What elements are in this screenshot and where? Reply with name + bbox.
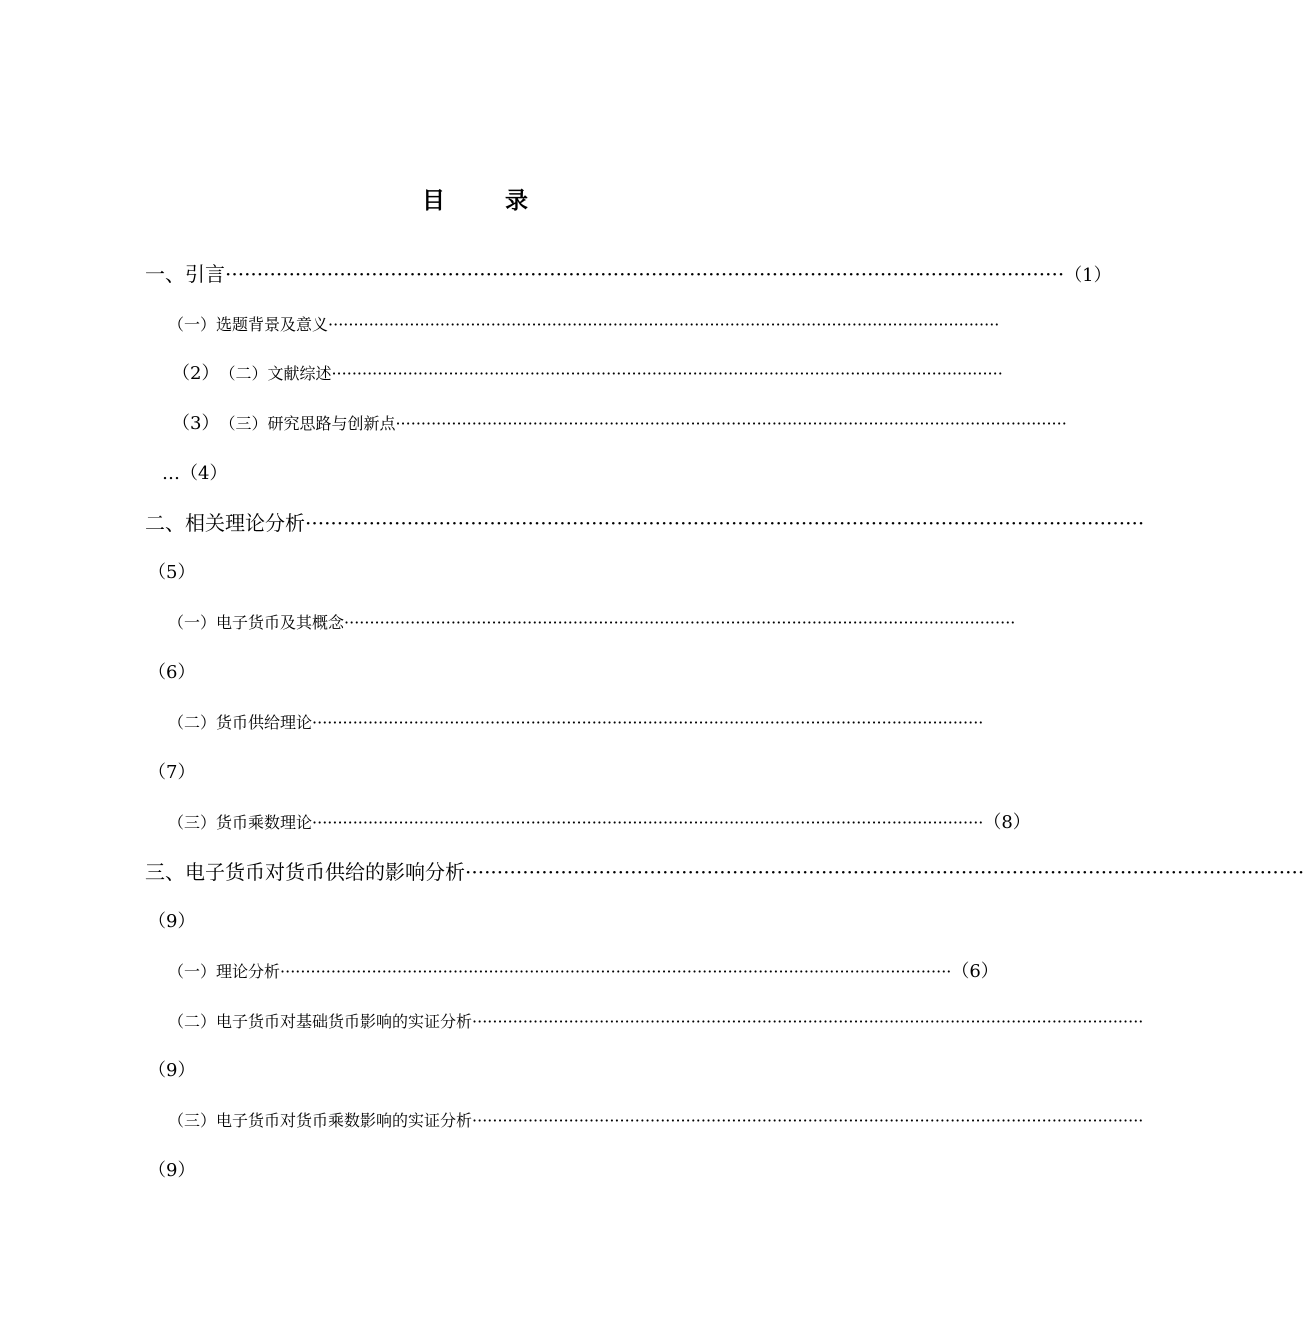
toc-entry-label: 二、相关理论分析 [145,511,305,535]
dot-leader: ···································································································································· [280,962,952,981]
dot-leader: ···································································································································· [312,713,984,732]
toc-entry-label: 一、引言 [145,262,225,286]
toc-page-number: …（4） [162,463,228,484]
dot-leader: ···································································································································· [312,813,984,832]
dot-leader: ···································································································································· [225,262,1065,286]
toc-page-number: （9） [148,1160,196,1181]
dot-leader: ···································································································································· [328,315,1000,334]
toc-entry-theoretical-analysis[interactable] [168,957,999,987]
toc-page-number: （7） [148,762,196,783]
toc-entry-label: 三、电子货币对货币供给的影响分析 [145,860,465,884]
toc-title: 目 录 [421,187,554,214]
toc-entry-money-supply-theory[interactable] [168,708,984,738]
toc-entry-e-money-concept[interactable] [168,608,1016,638]
toc-entry-literature[interactable] [172,359,1003,389]
dot-leader: ···································································································································· [395,414,1067,433]
toc-entry-label: （一）选题背景及意义 [168,315,329,334]
dot-leader: ···································································································································· [344,613,1016,632]
toc-entry-label: （二）电子货币对基础货币影响的实证分析 [168,1012,473,1031]
toc-page-number: （1） [1064,265,1112,286]
toc-entry-label: （三）货币乘数理论 [168,813,313,832]
toc-page-number: （6） [951,961,999,982]
toc-entry-label: （一）电子货币及其概念 [168,613,345,632]
toc-page-number: （8） [983,812,1031,833]
dot-leader: ···································································································································· [465,860,1304,884]
dot-leader: ···································································································································· [331,364,1003,383]
toc-page-number: （9） [148,911,196,932]
toc-entry-intro[interactable] [145,259,1112,289]
toc-entry-multiplier-empirical[interactable] [168,1106,1144,1136]
toc-entry-label: （二）文献综述 [219,364,332,383]
toc-entry-research-approach[interactable] [172,409,1067,439]
toc-page-number: （5） [148,562,196,583]
toc-entry-label: （三）电子货币对货币乘数影响的实证分析 [168,1111,473,1130]
toc-entry-multiplier-theory[interactable] [168,808,1031,838]
toc-page-number: （3） [172,413,220,434]
toc-entry-theory[interactable] [145,508,1145,538]
dot-leader: ···································································································································· [472,1012,1144,1031]
toc-page-number: （2） [172,363,220,384]
toc-entry-background[interactable] [168,310,1000,340]
toc-entry-label: （一）理论分析 [168,962,281,981]
toc-page-number: （6） [148,662,196,683]
toc-page-number: （9） [148,1060,196,1081]
toc-entry-base-money-empirical[interactable] [168,1007,1144,1037]
dot-leader: ···································································································································· [305,511,1145,535]
toc-entry-label: （三）研究思路与创新点 [219,414,396,433]
dot-leader: ···································································································································· [472,1111,1144,1130]
toc-entry-label: （二）货币供给理论 [168,713,313,732]
toc-entry-impact-analysis[interactable] [145,857,1304,887]
